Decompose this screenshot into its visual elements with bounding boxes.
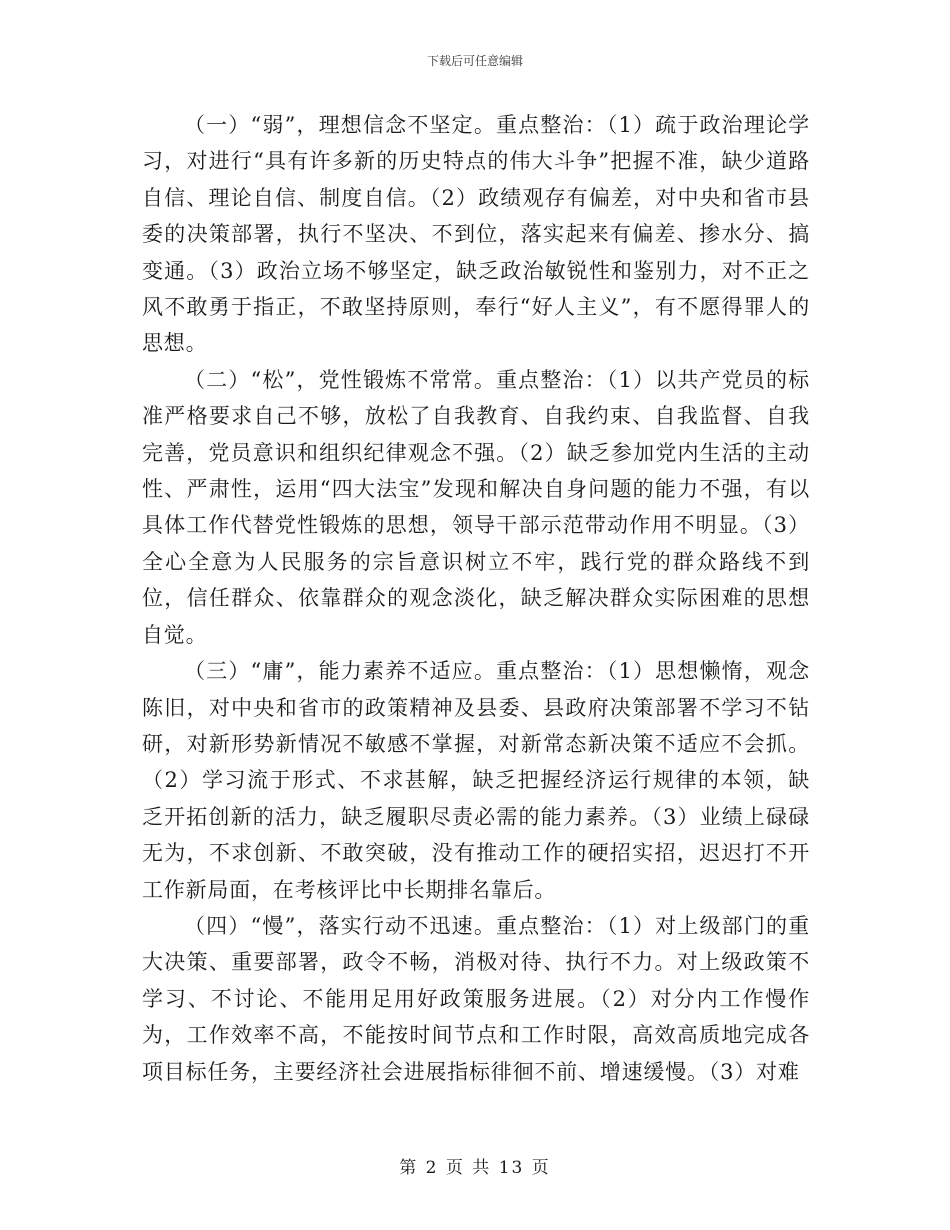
page-header: 下载后可任意编辑 [426,54,523,68]
paragraph-1: （一）“弱”，理想信念不坚定。重点整治：（1）疏于政治理论学习，对进行“具有许多新的历史特点的伟大斗争”把握不准，缺少道路自信、理论自信、制度自信。（2）政绩观存有偏差，对中央和省市县委的决策部署，执行不坚决、不到位，落实起来有偏差、掺水分、搞变通。（3）政治立场不够坚定，缺乏政治敏锐性和鉴别力，对不正之风不敢勇于指正，不敢坚持原则，奉行“好人主义”，有不愿得罪人的思想。 [142,113,810,356]
page-number-footer: 第 2 页 共 13 页 [399,1158,551,1178]
paragraph-2: （二）“松”，党性锻炼不常常。重点整治：（1）以共产党员的标准严格要求自己不够，放松了自我教育、自我约束、自我监督、自我完善，党员意识和组织纪律观念不强。（2）缺乏参加党内生活的主动性、严肃性，运用“四大法宝”发现和解决自身问题的能力不强，有以具体工作代替党性锻炼的思想，领导干部示范带动作用不明显。（3）全心全意为人民服务的宗旨意识树立不牢，践行党的群众路线不到位，信任群众、依靠群众的观念淡化，缺乏解决群众实际困难的思想自觉。 [142,367,810,647]
document-body [142,107,810,1090]
paragraph-3: （三）“庸”，能力素养不适应。重点整治：（1）思想懒惰，观念陈旧，对中央和省市的政策精神及县委、县政府决策部署不学习不钻研，对新形势新情况不敏感不掌握，对新常态新决策不适应不会抓。（2）学习流于形式、不求甚解，缺乏把握经济运行规律的本领，缺乏开拓创新的活力，缺乏履职尽责必需的能力素养。（3）业绩上碌碌无为，不求创新、不敢突破，没有推动工作的硬招实招，迟迟打不开工作新局面，在考核评比中长期排名靠后。 [142,659,810,902]
paragraph-4: （四）“慢”，落实行动不迅速。重点整治：（1）对上级部门的重大决策、重要部署，政令不畅，消极对待、执行不力。对上级政策不学习、不讨论、不能用足用好政策服务进展。（2）对分内工作慢作为，工作效率不高，不能按时间节点和工作时限，高效高质地完成各项目标任务，主要经济社会进展指标徘徊不前、增速缓慢。（3）对难 [142,913,810,1084]
